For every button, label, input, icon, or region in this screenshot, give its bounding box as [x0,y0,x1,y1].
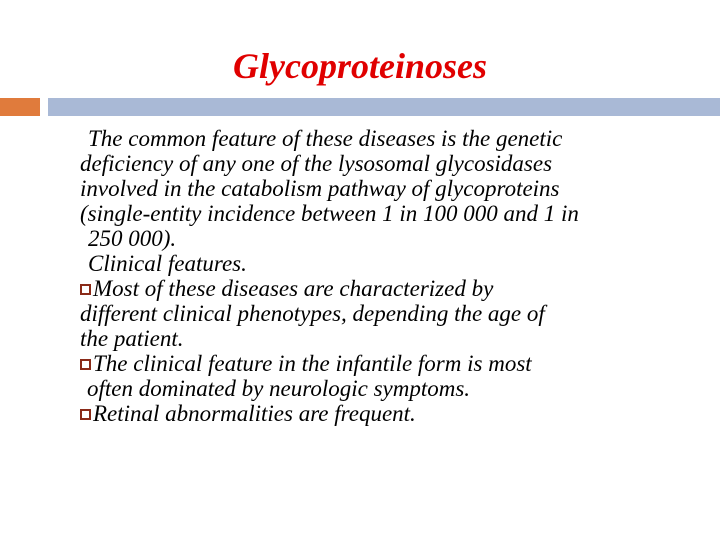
bullet-item [80,351,680,401]
intro-line: deficiency of any one of the lysosomal glycosidases [80,151,553,176]
bullet-text: Retinal abnormalities are frequent. [93,401,416,426]
slide-title: Glycoproteinoses [233,46,487,86]
bullet-item [80,276,680,351]
intro-line: 250 000). [88,226,177,251]
clinical-features-heading: Clinical features. [88,251,247,276]
hollow-square-bullet-icon [80,359,91,370]
bullet-text: The clinical feature in the infantile form is most [93,351,532,376]
intro-paragraph [80,126,680,251]
bullet-text: Most of these diseases are characterized by [93,276,494,301]
intro-line: The common feature of these diseases is the genetic [88,126,563,151]
intro-line: (single-entity incidence between 1 in 100 000 and 1 in [80,201,579,226]
bullet-text: different clinical phenotypes, depending the age of [80,301,545,326]
intro-line: involved in the catabolism pathway of glycoproteins [80,176,560,201]
hollow-square-bullet-icon [80,284,91,295]
bullet-item [80,401,680,426]
bullet-text: often dominated by neurologic symptoms. [87,376,471,401]
hollow-square-bullet-icon [80,409,91,420]
bullet-text: the patient. [80,326,184,351]
header-rule [48,98,720,116]
accent-bar [0,98,40,116]
slide-body [80,126,680,426]
